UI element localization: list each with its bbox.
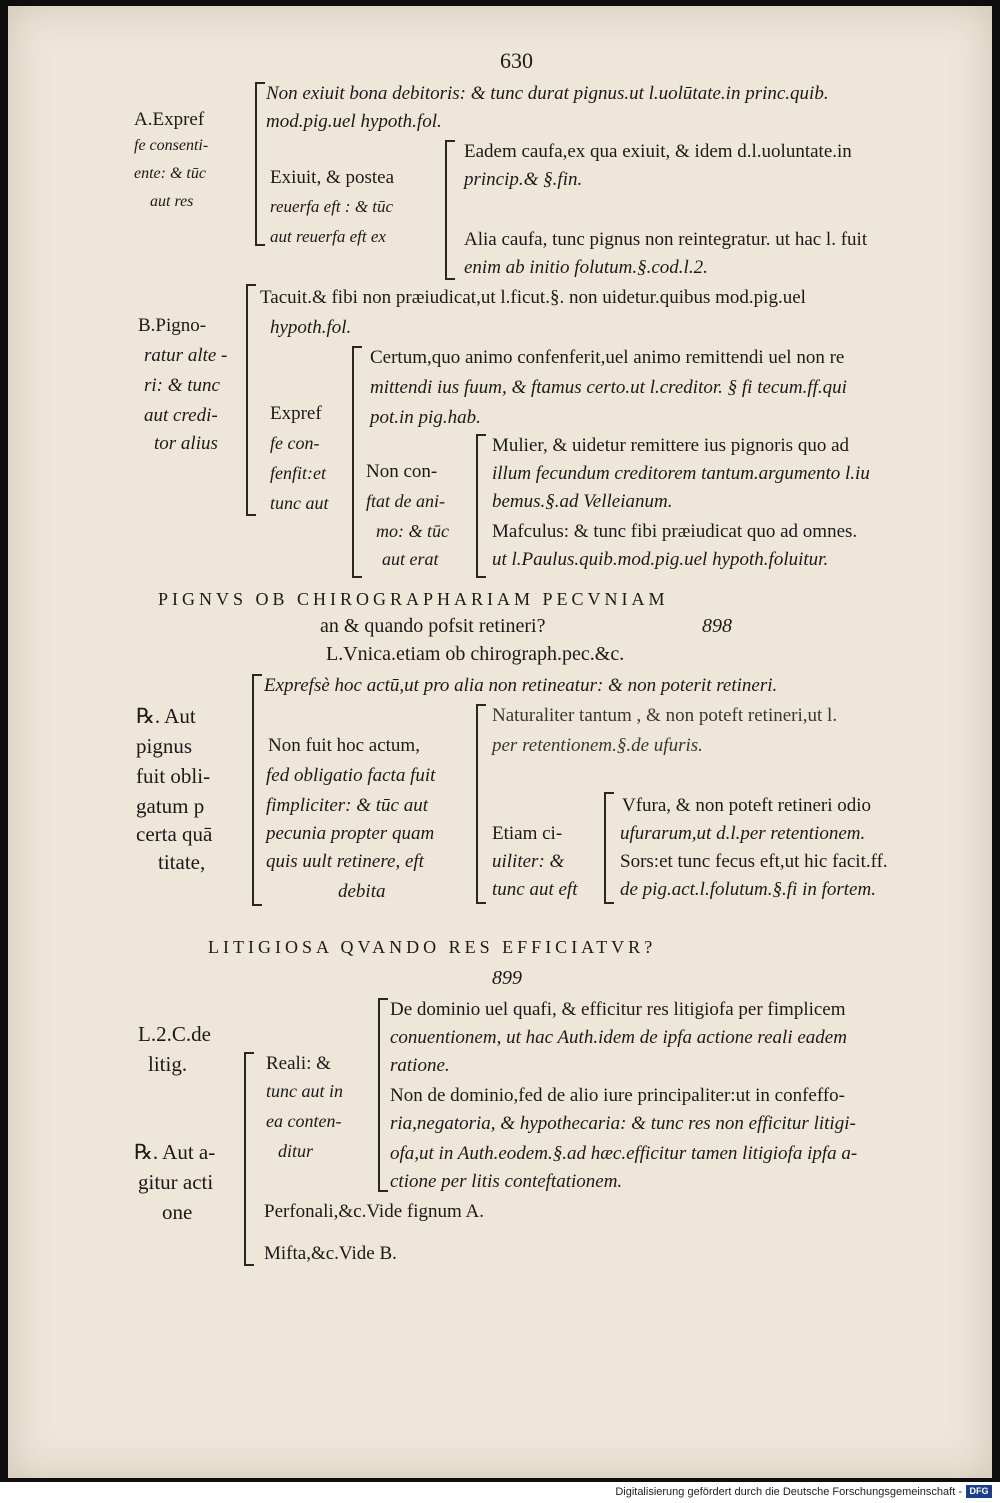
margin-label: ente: & tūc [134,165,206,182]
margin-label: litig. [148,1052,188,1076]
law-citation: L.Vnica.etiam ob chirograph.pec.&c. [326,643,625,665]
text-line: Exprefsè hoc actū,ut pro alia non retineatur: & non poterit retineri. [264,675,778,696]
text-line: hypoth.fol. [270,317,352,338]
text-line: ratione. [390,1055,450,1076]
sub-label: tunc aut eft [492,879,578,900]
sub-label: uiliter: & [492,851,565,872]
text-line: Non de dominio,fed de alio iure principaliter:ut in confeffo- [390,1085,845,1106]
text-line: ofa,ut in Auth.eodem.§.ad hæc.efficitur tamen litigiofa ipfa a- [390,1143,858,1164]
text-line: bemus.§.ad Velleianum. [492,491,673,512]
text-line: de pig.act.l.folutum.§.fi in fortem. [620,879,876,900]
brace [352,346,362,578]
text-line: per retentionem.§.de ufuris. [492,735,703,756]
text-line: mittendi ius fuum, & ftamus certo.ut l.creditor. § fi tecum.ff.qui [370,377,847,398]
margin-label: B.Pigno- [138,315,207,336]
text-line: princip.& §.fin. [464,169,583,190]
section-subheading: an & quando pofsit retineri? [320,615,546,637]
margin-label: ratur alte - [144,345,228,366]
sub-label: Reali: & [266,1053,331,1074]
text-line: ut l.Paulus.quib.mod.pig.uel hypoth.foluitur. [492,549,829,570]
book-page [8,6,992,1478]
margin-label: titate, [158,850,206,874]
margin-label: gatum p [136,794,205,818]
brace [244,1052,254,1266]
sub-label: debita [338,881,386,902]
sub-label: Expref [270,403,322,424]
section-heading: LITIGIOSA QVANDO RES EFFICIATVR? [208,937,657,957]
text-line: Tacuit.& fibi non præiudicat,ut l.ficut.§. non uidetur.quibus mod.pig.uel [260,287,806,308]
text-line: mod.pig.uel hypoth.fol. [266,111,442,132]
text-line: illum fecundum creditorem tantum.argumento l.iu [492,463,870,484]
margin-label: pignus [136,734,193,758]
margin-label: tor alius [154,433,218,454]
sub-label: fenfit:et [270,463,326,483]
brace [445,140,455,280]
text-line: Sors:et tunc fecus eft,ut hic facit.ff. [620,851,888,872]
text-line: ufurarum,ut d.l.per retentionem. [620,823,866,844]
section-number: 898 [702,615,732,637]
text-line: Eadem caufa,ex qua exiuit, & idem d.l.uoluntate.in [464,141,852,162]
margin-label: aut credi- [144,405,218,426]
brace [604,792,614,904]
brace [476,434,486,578]
brace [476,704,486,904]
section-heading: PIGNVS OB CHIROGRAPHARIAM PECVNIAM [158,589,669,609]
footer-bar [0,1482,1000,1503]
brace [246,284,256,516]
sub-label: tunc aut in [266,1081,343,1101]
margin-label: one [162,1200,193,1224]
brace [255,82,265,246]
sub-label: reuerfa eft : & tūc [270,197,394,216]
text-line: Non exiuit bona debitoris: & tunc durat pignus.ut l.uolūtate.in princ.quib. [266,83,829,104]
page-number: 630 [500,48,533,73]
sub-label: fe con- [270,433,320,453]
text-line: conuentionem, ut hac Auth.idem de ipfa actione reali eadem [390,1027,847,1048]
sub-label: Etiam ci- [492,823,563,844]
text-line: Mafculus: & tunc fibi præiudicat quo ad omnes. [492,521,858,542]
sub-label: quis uult retinere, eft [266,851,424,872]
sub-label: fimpliciter: & tūc aut [266,795,429,816]
footer-credit: Digitalisierung gefördert durch die Deutsche Forschungsgemeinschaft - [615,1486,962,1498]
margin-label: certa quā [136,822,213,846]
margin-label: A.Expref [134,109,205,130]
sub-label: mo: & tūc [376,521,449,541]
text-line: Vfura, & non poteft retineri odio [622,795,872,816]
margin-label: gitur acti [138,1170,214,1194]
sub-label: fed obligatio facta fuit [266,765,436,786]
margin-label: fe consenti- [134,137,209,154]
brace [378,998,388,1192]
brace [252,674,262,906]
sub-label: Exiuit, & postea [270,167,395,188]
margin-label: fuit obli- [136,764,211,788]
margin-label: L.2.C.de [138,1022,211,1046]
text-line: Naturaliter tantum , & non poteft retineri,ut l. [492,705,838,726]
text-line: Mulier, & uidetur remittere ius pignoris quo ad [492,435,850,456]
text-line: ctione per litis conteftationem. [390,1171,623,1192]
dfg-logo: DFG [966,1485,992,1498]
sub-label: aut erat [382,549,439,569]
margin-label: ri: & tunc [144,375,220,396]
margin-label: aut res [150,193,194,210]
sub-label: Non con- [366,461,438,482]
sub-label: Non fuit hoc actum, [268,735,420,756]
sub-label: ea conten- [266,1111,342,1131]
sub-label: aut reuerfa eft ex [270,227,386,246]
text-line: Alia caufa, tunc pignus non reintegratur. ut hac l. fuit [464,229,868,250]
text-line: enim ab initio folutum.§.cod.l.2. [464,257,708,278]
sub-label: ftat de ani- [366,491,445,511]
text-line: De dominio uel quafi, & efficitur res litigiofa per fimplicem [390,999,846,1020]
text-line: pot.in pig.hab. [370,407,481,428]
sub-label: ditur [278,1141,314,1161]
text-line: ria,negatoria, & hypothecaria: & tunc res non efficitur litigi- [390,1113,856,1134]
text-line: Certum,quo animo confenferit,uel animo remittendi uel non re [370,347,845,368]
text-line: Perfonali,&c.Vide fignum A. [264,1201,484,1222]
margin-label: ℞. Aut a- [134,1140,216,1164]
sub-label: pecunia propter quam [266,823,435,844]
section-number: 899 [492,967,522,989]
sub-label: tunc aut [270,493,329,513]
margin-label: ℞. Aut [136,704,196,728]
text-line: Mifta,&c.Vide B. [264,1243,397,1264]
